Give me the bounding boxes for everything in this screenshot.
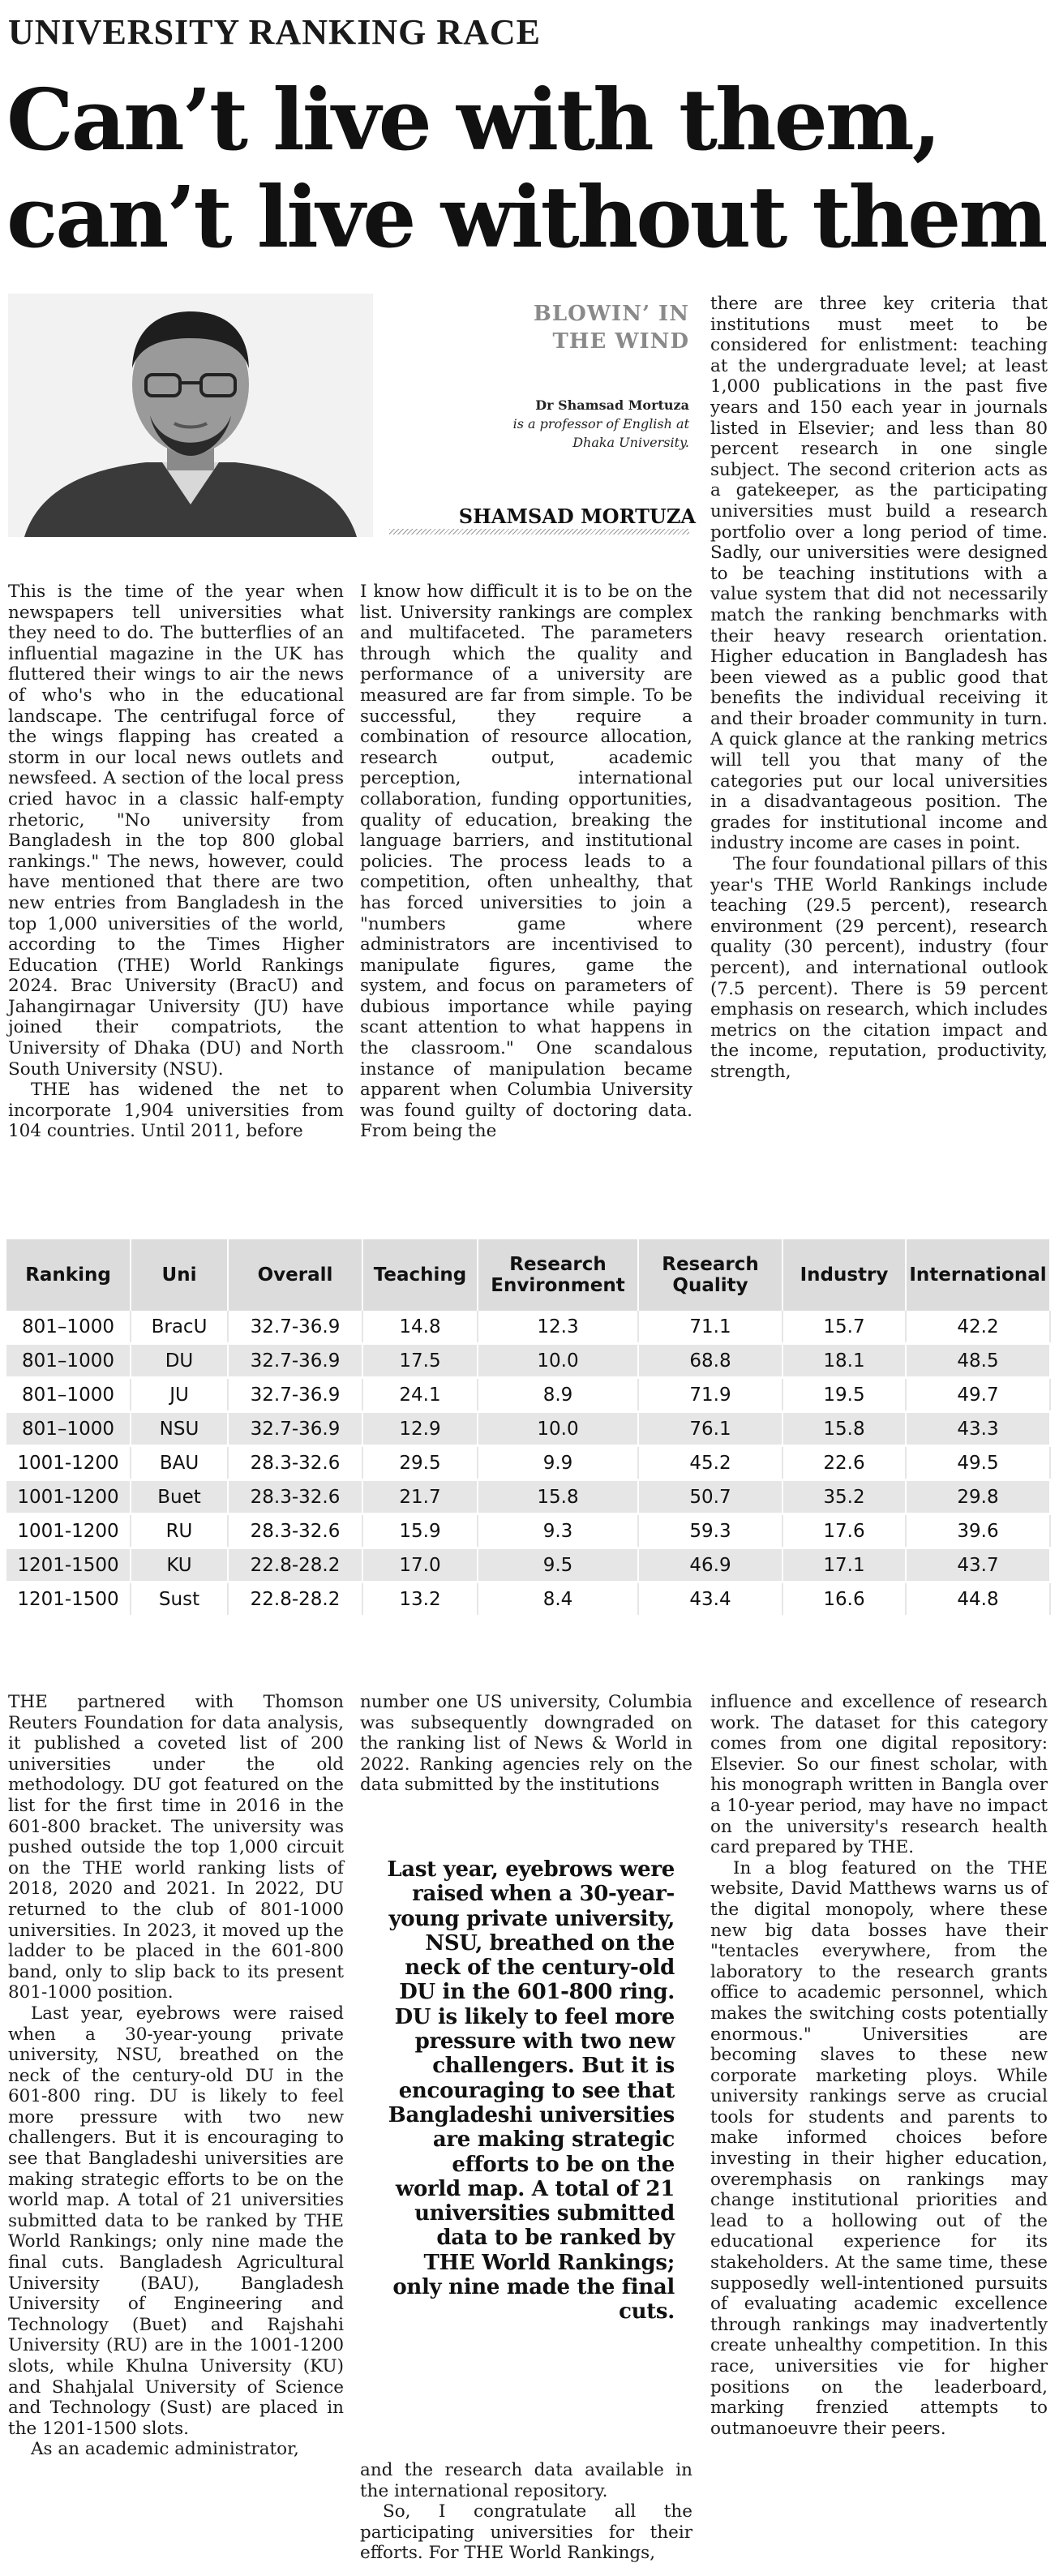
cell-research-environment: 10.0 <box>478 1412 638 1446</box>
header-industry: Industry <box>782 1239 906 1311</box>
cell-ranking: 801–1000 <box>6 1378 131 1412</box>
cell-research-environment: 10.0 <box>478 1344 638 1378</box>
cell-teaching: 14.8 <box>362 1311 478 1344</box>
cell-overall: 28.3-32.6 <box>228 1446 362 1480</box>
author-bio <box>487 396 689 452</box>
article-column-2 <box>360 582 692 1142</box>
cell-international: 39.6 <box>906 1514 1050 1548</box>
cell-research-environment: 9.5 <box>478 1548 638 1582</box>
cell-industry: 17.6 <box>782 1514 906 1548</box>
author-bio-name: Dr Shamsad Mortuza <box>535 397 689 413</box>
cell-uni: KU <box>131 1548 228 1582</box>
cell-international: 49.7 <box>906 1378 1050 1412</box>
header-research-environment: Research Environment <box>478 1239 638 1311</box>
cell-industry: 22.6 <box>782 1446 906 1480</box>
cell-uni: RU <box>131 1514 228 1548</box>
cell-ranking: 801–1000 <box>6 1344 131 1378</box>
cell-teaching: 17.0 <box>362 1548 478 1582</box>
paragraph: and the research data available in the international repository. <box>360 2460 692 2501</box>
article-column-5-top <box>360 1692 692 1796</box>
cell-uni: BAU <box>131 1446 228 1480</box>
cell-research-quality: 76.1 <box>638 1412 782 1446</box>
cell-ranking: 1001-1200 <box>6 1480 131 1514</box>
cell-ranking: 1201-1500 <box>6 1582 131 1616</box>
cell-uni: NSU <box>131 1412 228 1446</box>
header-ranking: Ranking <box>6 1239 131 1311</box>
cell-industry: 17.1 <box>782 1548 906 1582</box>
cell-research-environment: 8.9 <box>478 1378 638 1412</box>
cell-industry: 16.6 <box>782 1582 906 1616</box>
cell-research-quality: 45.2 <box>638 1446 782 1480</box>
cell-industry: 15.8 <box>782 1412 906 1446</box>
cell-uni: JU <box>131 1378 228 1412</box>
table-header-row <box>6 1239 1050 1311</box>
cell-research-quality: 50.7 <box>638 1480 782 1514</box>
cell-research-quality: 46.9 <box>638 1548 782 1582</box>
table-row <box>6 1548 1050 1582</box>
paragraph: THE has widened the net to incorporate 1,904 universities from 104 countries. Until 2011, before <box>8 1080 344 1142</box>
cell-teaching: 17.5 <box>362 1344 478 1378</box>
cell-industry: 35.2 <box>782 1480 906 1514</box>
cell-research-quality: 68.8 <box>638 1344 782 1378</box>
cell-overall: 32.7-36.9 <box>228 1378 362 1412</box>
cell-industry: 19.5 <box>782 1378 906 1412</box>
header-international: International <box>906 1239 1050 1311</box>
paragraph: influence and excellence of research work. The dataset for this category comes from one digital repository: Elsevier. So our finest scholar, with his monograph written in Bangla over a 10-year period, may have no impact on the university's research health card prepared by THE. <box>710 1692 1048 1858</box>
paragraph: there are three key criteria that institutions must meet to be considered for enlistment: teaching at the undergraduate level; at least 1,000 publications in the past five years and 150 each year in journals listed in Elsevier; and less than 80 percent research in one single subject. The second criterion acts as a gatekeeper, as the participating universities must build a research portfolio over a long period of time. Sadly, our universities were designed to be teaching institutions with a value system that did not necessarily match the ranking benchmarks with their heavy research orientation. Higher education in Bangladesh has been viewed as a public good that benefits the individual receiving it and their broader community in turn. A quick glance at the ranking metrics will tell you that many of the categories put our local universities in a disadvantageous position. The grades for institutional income and industry income are cases in point. <box>710 294 1048 854</box>
cell-uni: DU <box>131 1344 228 1378</box>
author-photo <box>8 294 373 537</box>
column-tag: BLOWIN’ IN THE WIND <box>533 302 689 354</box>
cell-ranking: 1001-1200 <box>6 1446 131 1480</box>
cell-uni: Sust <box>131 1582 228 1616</box>
cell-international: 49.5 <box>906 1446 1050 1480</box>
cell-international: 29.8 <box>906 1480 1050 1514</box>
paragraph: I know how difficult it is to be on the list. University rankings are complex and multifaceted. The parameters through which the quality and performance of a university are measured are far from simple. To be successful, they require a combination of resource allocation, research output, academic perception, international collaboration, funding opportunities, quality of education, breaking the language barriers, and institutional policies. The process leads to a competition, often unhealthy, that has forced universities to join a "numbers game where administrators are incentivised to manipulate figures, game the system, and focus on parameters of dubious importance while paying scant attention to what happens in the classroom." One scandalous instance of manipulation became apparent when Columbia University was found guilty of doctoring data. From being the <box>360 582 692 1142</box>
cell-overall: 22.8-28.2 <box>228 1582 362 1616</box>
cell-international: 44.8 <box>906 1582 1050 1616</box>
cell-overall: 22.8-28.2 <box>228 1548 362 1582</box>
cell-research-quality: 71.1 <box>638 1311 782 1344</box>
article-column-6 <box>710 1692 1048 2439</box>
cell-ranking: 1001-1200 <box>6 1514 131 1548</box>
cell-overall: 32.7-36.9 <box>228 1344 362 1378</box>
cell-international: 43.3 <box>906 1412 1050 1446</box>
table-row <box>6 1378 1050 1412</box>
table-row <box>6 1582 1050 1616</box>
table-row <box>6 1344 1050 1378</box>
cell-research-environment: 12.3 <box>478 1311 638 1344</box>
author-portrait-illustration <box>8 294 373 537</box>
cell-ranking: 1201-1500 <box>6 1548 131 1582</box>
cell-teaching: 12.9 <box>362 1412 478 1446</box>
paragraph: So, I congratulate all the participating universities for their efforts. For THE World Rankings, <box>360 2501 692 2564</box>
cell-research-quality: 59.3 <box>638 1514 782 1548</box>
cell-teaching: 29.5 <box>362 1446 478 1480</box>
cell-teaching: 21.7 <box>362 1480 478 1514</box>
table-row <box>6 1514 1050 1548</box>
cell-international: 43.7 <box>906 1548 1050 1582</box>
cell-uni: BracU <box>131 1311 228 1344</box>
cell-research-environment: 9.9 <box>478 1446 638 1480</box>
cell-teaching: 24.1 <box>362 1378 478 1412</box>
paragraph: Last year, eyebrows were raised when a 30-year-young private university, NSU, breathed on the neck of the century-old DU in the 601-800 ring. DU is likely to feel more pressure with two new challengers. But it is encouraging to see that Bangladeshi universities are making strategic efforts to be on the world map. A total of 21 universities submitted data to be ranked by THE World Rankings; only nine made the final cuts. Bangladesh Agricultural University (BAU), Bangladesh University of Engineering and Technology (Buet) and Rajshahi University (RU) are in the 1001-1200 slots, while Khulna University (KU) and Shahjalal University of Science and Technology (Sust) are placed in the 1201-1500 slots. <box>8 2003 344 2439</box>
cell-overall: 32.7-36.9 <box>228 1412 362 1446</box>
author-bio-description: is a professor of English at Dhaka University. <box>512 416 689 450</box>
article-column-3 <box>710 294 1048 1083</box>
cell-industry: 15.7 <box>782 1311 906 1344</box>
cell-overall: 28.3-32.6 <box>228 1514 362 1548</box>
paragraph: As an academic administrator, <box>31 2439 299 2460</box>
ranking-table <box>6 1239 1051 1617</box>
table-row <box>6 1446 1050 1480</box>
cell-research-quality: 43.4 <box>638 1582 782 1616</box>
article-column-4 <box>8 1692 344 2460</box>
cell-overall: 32.7-36.9 <box>228 1311 362 1344</box>
cell-research-environment: 8.4 <box>478 1582 638 1616</box>
paragraph: This is the time of the year when newspapers tell universities what they need to do. The butterflies of an influential magazine in the UK has fluttered their wings to air the news of who's who in the educational landscape. The centrifugal force of the wings flapping has created a storm in our local news outlets and newsfeed. A section of the local press cried havoc in a classic half-empty rhetoric, "No university from Bangladesh in the top 800 global rankings." The news, however, could have mentioned that there are two new entries from Bangladesh in the top 1,000 universities of the world, according to the Times Higher Education (THE) World Rankings 2024. Brac University (BracU) and Jahangirnagar University (JU) have joined their compatriots, the University of Dhaka (DU) and North South University (NSU). <box>8 582 344 1080</box>
byline-rule <box>389 529 689 535</box>
cell-international: 42.2 <box>906 1311 1050 1344</box>
cell-teaching: 13.2 <box>362 1582 478 1616</box>
header-research-quality: Research Quality <box>638 1239 782 1311</box>
byline: SHAMSAD MORTUZA <box>438 504 696 528</box>
cell-research-environment: 15.8 <box>478 1480 638 1514</box>
paragraph: number one US university, Columbia was subsequently downgraded on the ranking list of News & World in 2022. Ranking agencies rely on the data submitted by the institutions <box>360 1692 692 1796</box>
table-row <box>6 1311 1050 1344</box>
cell-ranking: 801–1000 <box>6 1311 131 1344</box>
table-body <box>6 1311 1050 1616</box>
article-column-1 <box>8 582 344 1142</box>
paragraph: The four foundational pillars of this year's THE World Rankings include teaching (29.5 percent), research environment (29 percent), research quality (30 percent), industry (four percent), and international outlook (7.5 percent). There is 59 percent emphasis on research, which includes metrics on the citation impact and the income, reputation, productivity, strength, <box>710 854 1048 1082</box>
article-column-5-bottom <box>360 2460 692 2564</box>
pull-quote: Last year, eyebrows were raised when a 30-year-young private university, NSU, breathed on the neck of the century-old DU in the 601-800 ring. DU is likely to feel more pressure with two new challengers. But it is encouraging to see that Bangladeshi universities are making strategic efforts to be on the world map. A total of 21 universities submitted data to be ranked by THE World Rankings; only nine made the final cuts. <box>387 1857 675 2325</box>
cell-uni: Buet <box>131 1480 228 1514</box>
header-uni: Uni <box>131 1239 228 1311</box>
cell-teaching: 15.9 <box>362 1514 478 1548</box>
header-teaching: Teaching <box>362 1239 478 1311</box>
cell-overall: 28.3-32.6 <box>228 1480 362 1514</box>
cell-research-quality: 71.9 <box>638 1378 782 1412</box>
table-row <box>6 1480 1050 1514</box>
headline: Can’t live with them, can’t live without them <box>6 70 1046 267</box>
paragraph: In a blog featured on the THE website, David Matthews warns us of the digital monopoly, where these new big data bosses have their "tentacles everywhere, from the laboratory to the research grants office to academic personnel, which makes the switching costs potentially enormous." Universities are becoming slaves to these new corporate marketing ploys. While university rankings serve as crucial tools for students and parents to make informed choices before investing in their higher education, overemphasis on rankings may change institutional priorities and lead to a hollowing out of the educational experience for its stakeholders. At the same time, these supposedly well-intentioned pursuits of evaluating academic excellence through rankings may inadvertently create unhealthy competition. In this race, universities vie for higher positions on the leaderboard, marking frenzied attempts to outmanoeuvre their peers. <box>710 1857 1048 2439</box>
table-row <box>6 1412 1050 1446</box>
section-kicker: UNIVERSITY RANKING RACE <box>8 12 542 52</box>
cell-research-environment: 9.3 <box>478 1514 638 1548</box>
cell-ranking: 801–1000 <box>6 1412 131 1446</box>
cell-industry: 18.1 <box>782 1344 906 1378</box>
cell-international: 48.5 <box>906 1344 1050 1378</box>
header-overall: Overall <box>228 1239 362 1311</box>
paragraph: THE partnered with Thomson Reuters Foundation for data analysis, it published a coveted list of 200 universities under the old methodology. DU got featured on the list for the first time in 2016 in the 601-800 bracket. The university was pushed outside the top 1,000 circuit on the THE world ranking lists of 2018, 2020 and 2021. In 2022, DU returned to the club of 801-1000 universities. In 2023, it moved up the ladder to be placed in the 601-800 band, only to slip back to its present 801-1000 position. <box>8 1692 344 2003</box>
